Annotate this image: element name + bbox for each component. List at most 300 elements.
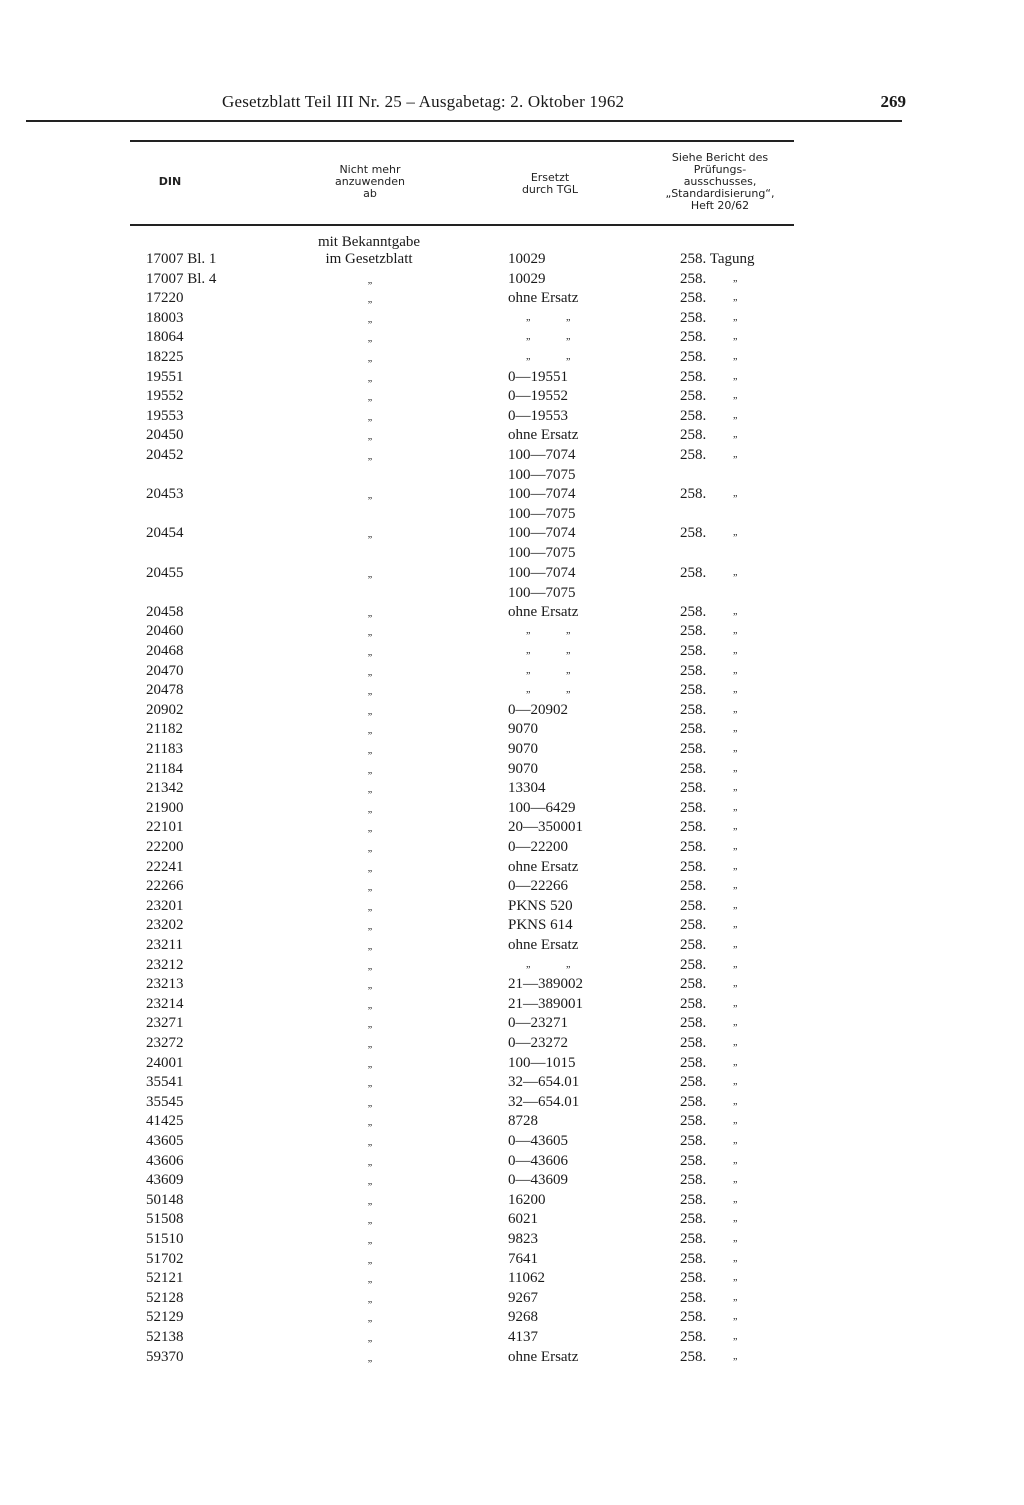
tgl-ditto: „ [566, 331, 571, 343]
tgl-value: 9268 [508, 1309, 538, 1326]
bericht-tagung: 258. [680, 1152, 707, 1169]
running-header [222, 91, 906, 115]
table-row [0, 859, 1024, 879]
tgl-value: ohne Ersatz [508, 427, 579, 444]
tgl-value: 20—350001 [508, 819, 583, 836]
din-number: 21183 [146, 741, 183, 757]
bericht-ditto: „ [733, 978, 738, 990]
first-ab-line1: mit Bekanntgabe [317, 234, 421, 250]
tgl-value: 32—654.01 [508, 1074, 580, 1091]
bericht-ditto: „ [733, 880, 738, 892]
tgl-value: 0—22266 [508, 878, 568, 895]
bericht-ditto: „ [733, 429, 738, 441]
ab-ditto: „ [367, 607, 373, 619]
bericht-ditto: „ [733, 1233, 738, 1244]
bericht-tagung: 258. [680, 309, 707, 326]
bericht-tagung: 258. [680, 623, 707, 640]
din-number: 17220 [146, 290, 184, 307]
tgl-ditto: „ [566, 958, 571, 970]
tgl-value: 0—23271 [508, 1015, 568, 1032]
bericht-ditto: „ [733, 409, 738, 421]
din-number: 22241 [146, 858, 184, 875]
bericht-tagung: 258. [680, 662, 707, 679]
table-row [0, 682, 1024, 702]
header-title: Gesetzblatt Teil III Nr. 25 – Ausgabetag: 2. Oktober 1962 [222, 92, 625, 111]
tgl-value: 9070 [508, 721, 538, 738]
bericht-tagung: 258. [680, 995, 707, 1012]
din-number: 20452 [146, 447, 184, 463]
tgl-value: 13304 [508, 780, 546, 797]
bericht-tagung: 258. [680, 349, 707, 365]
tgl-value: 4137 [508, 1329, 538, 1345]
tgl-ditto: „ [526, 664, 531, 676]
din-number: 23214 [146, 995, 184, 1012]
ab-ditto: „ [367, 372, 373, 384]
din-number: 21182 [146, 721, 183, 738]
table-row [0, 1349, 1024, 1369]
din-number: 43606 [146, 1152, 184, 1169]
tgl-value: 8728 [508, 1113, 538, 1130]
table-row [0, 1270, 1024, 1290]
bericht-tagung: 258. [680, 1015, 707, 1032]
ab-ditto: „ [367, 1058, 373, 1070]
table-row [0, 1192, 1024, 1212]
din-number: 23202 [146, 917, 184, 934]
table-row [0, 604, 1024, 624]
ab-ditto: „ [367, 901, 373, 913]
tgl-value: 16200 [508, 1191, 546, 1208]
bericht-tagung: 258. [680, 407, 707, 424]
col-header-ersetzt [480, 172, 620, 196]
bericht-ditto: „ [733, 1135, 738, 1146]
ab-ditto: „ [367, 1293, 373, 1305]
bericht-ditto: „ [733, 1272, 738, 1284]
table-row [0, 1211, 1024, 1231]
ab-ditto: „ [367, 1176, 373, 1188]
bericht-ditto: „ [733, 997, 738, 1009]
ab-ditto: „ [367, 1254, 373, 1266]
ab-ditto: „ [367, 451, 373, 462]
din-number: 20455 [146, 564, 184, 581]
bericht-tagung: 258. [680, 819, 707, 836]
tgl-value: 100—6429 [508, 799, 576, 816]
din-number: 21342 [146, 780, 184, 797]
table-top-rule [130, 140, 794, 142]
bericht-ditto: „ [733, 625, 738, 637]
bericht-tagung: 258. [680, 1093, 707, 1110]
din-number: 20468 [146, 643, 184, 659]
ab-ditto: „ [367, 353, 373, 364]
din-number: 20458 [146, 603, 184, 620]
tgl-value: ohne Ersatz [508, 858, 579, 875]
table-header-rule [130, 224, 794, 226]
table-row [0, 761, 1024, 781]
bericht-tagung: 258. [680, 388, 707, 405]
bericht-tagung: 258. [680, 564, 707, 581]
bericht-tagung: 258. [680, 603, 707, 620]
header-rule [26, 120, 902, 122]
bericht-tagung: 258. [680, 486, 707, 503]
col-header-bericht-line1: Siehe Bericht des [671, 151, 769, 164]
tgl-value: 0—20902 [508, 701, 568, 718]
bericht-tagung: 258. [680, 839, 707, 855]
din-number: 23212 [146, 956, 184, 973]
table-row [0, 839, 1024, 859]
bericht-tagung: 258. [680, 1074, 707, 1091]
bericht-ditto: „ [733, 860, 738, 872]
bericht-tagung: 258. [680, 937, 707, 953]
tgl-value: 21—389001 [508, 995, 583, 1012]
tgl-value: 11062 [508, 1270, 545, 1287]
col-header-nicht-mehr-line3: ab [363, 187, 377, 200]
din-number: 22266 [146, 878, 184, 895]
bericht-ditto: „ [733, 684, 738, 696]
din-number: 23201 [146, 897, 184, 914]
tgl-ditto: „ [526, 684, 531, 696]
din-number: 18003 [146, 309, 184, 326]
din-number: 24001 [146, 1054, 184, 1071]
table-row [0, 623, 1024, 643]
tgl-value: 100—7074 [508, 447, 576, 463]
bericht-tagung: 258. [680, 799, 707, 816]
tgl-value: 9070 [508, 760, 538, 777]
ab-ditto: „ [367, 745, 373, 756]
ab-ditto: „ [367, 764, 373, 776]
din-number: 17007 Bl. 1 [146, 251, 217, 267]
ab-ditto: „ [367, 1097, 373, 1109]
bericht-tagung: 258. [680, 643, 707, 659]
tgl-value: 0—43605 [508, 1133, 568, 1149]
bericht-ditto: „ [733, 821, 738, 833]
din-number: 17007 Bl. 4 [146, 270, 217, 287]
table-row [0, 290, 1024, 310]
tgl-ditto: „ [566, 645, 571, 656]
bericht-ditto: „ [733, 1213, 738, 1225]
ab-ditto: „ [367, 1274, 373, 1286]
table-row [0, 780, 1024, 800]
din-number: 21184 [146, 760, 183, 777]
col-header-bericht-line5: Heft 20/62 [690, 199, 750, 212]
bericht-tagung: 258. [680, 917, 707, 934]
din-number: 20454 [146, 525, 184, 542]
bericht-tagung: 258. [680, 780, 707, 797]
bericht-ditto: „ [733, 390, 738, 402]
din-number: 51508 [146, 1211, 184, 1228]
ab-ditto: „ [367, 490, 373, 502]
tgl-value: 0—43606 [508, 1152, 568, 1169]
table-row [0, 898, 1024, 918]
ab-ditto: „ [367, 705, 373, 717]
din-number: 50148 [146, 1191, 184, 1208]
bericht-ditto: „ [733, 272, 738, 284]
bericht-ditto: „ [733, 762, 738, 774]
ab-ditto: „ [367, 1215, 373, 1227]
bericht-tagung: 258. [680, 427, 707, 444]
bericht-ditto: „ [733, 605, 738, 617]
bericht-ditto: „ [733, 1311, 738, 1323]
tgl-value: 7641 [508, 1250, 538, 1267]
bericht-ditto: „ [733, 1350, 738, 1362]
tgl-ditto: „ [566, 625, 571, 637]
din-number: 51510 [146, 1231, 184, 1247]
bericht-ditto: „ [733, 566, 738, 578]
din-number: 21900 [146, 799, 184, 816]
table-row [0, 1133, 1024, 1153]
table-row [0, 663, 1024, 683]
din-number: 22200 [146, 839, 184, 855]
ab-ditto: „ [367, 1019, 373, 1031]
tgl-ditto: „ [566, 311, 571, 323]
tgl-value: 10029 [508, 270, 546, 287]
ab-ditto: „ [367, 725, 373, 737]
table-row [0, 1094, 1024, 1114]
ab-ditto: „ [367, 627, 373, 639]
bericht-tagung: 258. [680, 1133, 707, 1149]
tgl-ditto: „ [566, 351, 571, 362]
table-row [0, 741, 1024, 761]
bericht-tagung: 258. [680, 368, 707, 385]
ab-ditto: „ [367, 823, 373, 835]
tgl-value: 32—654.01 [508, 1093, 580, 1110]
table-row [0, 349, 1024, 369]
tgl-value: 6021 [508, 1211, 538, 1228]
din-number: 18225 [146, 349, 184, 365]
table-row [0, 369, 1024, 389]
din-number: 52138 [146, 1329, 184, 1345]
tgl-value: 10029 [508, 251, 546, 267]
bericht-ditto: „ [733, 1291, 738, 1303]
tgl-ditto: „ [526, 351, 531, 362]
din-number: 20902 [146, 701, 184, 718]
din-number: 41425 [146, 1113, 184, 1130]
bericht-ditto: „ [733, 899, 738, 911]
col-header-nicht-mehr-line2: anzuwenden [335, 175, 405, 188]
ab-ditto: „ [367, 568, 373, 580]
tgl-value: ohne Ersatz [508, 937, 579, 953]
bericht-ditto: „ [733, 351, 738, 362]
bericht-tagung: 258. [680, 1329, 707, 1345]
tgl-ditto: „ [526, 331, 531, 343]
ab-ditto: „ [367, 294, 373, 306]
table-row [0, 310, 1024, 330]
tgl-value: PKNS 614 [508, 917, 573, 934]
col-header-bericht-line2: Prüfungs- [693, 163, 747, 176]
din-number: 43609 [146, 1172, 184, 1189]
tgl-ditto: „ [526, 958, 531, 970]
bericht-tagung: 258. [680, 447, 707, 463]
ab-ditto: „ [367, 411, 373, 423]
table-row [0, 1290, 1024, 1310]
bericht-tagung: 258. [680, 897, 707, 914]
table-row [0, 1153, 1024, 1173]
ab-ditto: „ [367, 1333, 373, 1344]
bericht-ditto: „ [733, 1331, 738, 1342]
table-row [0, 819, 1024, 839]
table-row [0, 878, 1024, 898]
table-row [0, 251, 1024, 271]
col-header-din: DIN [158, 175, 182, 188]
table-row [0, 388, 1024, 408]
bericht-tagung: 258. [680, 682, 707, 699]
bericht-tagung: 258. Tagung [680, 251, 755, 267]
table-row [0, 643, 1024, 663]
bericht-tagung: 258. [680, 741, 707, 757]
bericht-ditto: „ [733, 645, 738, 656]
tgl-ditto: „ [526, 625, 531, 637]
ab-ditto: „ [367, 333, 373, 345]
ab-ditto: „ [367, 941, 373, 952]
bericht-tagung: 258. [680, 858, 707, 875]
bericht-tagung: 258. [680, 290, 707, 307]
din-number: 20470 [146, 662, 184, 679]
ab-ditto: „ [367, 1352, 373, 1364]
bericht-ditto: „ [733, 664, 738, 676]
din-number: 35545 [146, 1093, 184, 1110]
col-header-nicht-mehr [300, 164, 440, 200]
din-number: 19551 [146, 368, 184, 385]
din-number: 52129 [146, 1309, 184, 1326]
ab-ditto: „ [367, 1078, 373, 1090]
ab-ditto: „ [367, 1117, 373, 1129]
ab-ditto: „ [367, 784, 373, 796]
din-number: 20478 [146, 682, 184, 699]
bericht-tagung: 258. [680, 1250, 707, 1267]
tgl-value: 9267 [508, 1289, 538, 1306]
bericht-ditto: „ [733, 1193, 738, 1205]
bericht-ditto: „ [733, 292, 738, 304]
table-row [0, 800, 1024, 820]
bericht-ditto: „ [733, 1154, 738, 1166]
tgl-value: PKNS 520 [508, 897, 573, 914]
bericht-ditto: „ [733, 782, 738, 794]
table-row [0, 721, 1024, 741]
col-header-bericht-line3: ausschusses, [683, 175, 757, 188]
bericht-ditto: „ [733, 311, 738, 323]
ab-ditto: „ [367, 313, 373, 325]
bericht-tagung: 258. [680, 1270, 707, 1287]
tgl-value-secondary: 100—7075 [508, 584, 576, 601]
bericht-tagung: 258. [680, 1054, 707, 1071]
tgl-value: 0—19551 [508, 368, 568, 385]
tgl-value: ohne Ersatz [508, 1348, 579, 1365]
page-number: 269 [880, 92, 906, 111]
tgl-value: 100—7074 [508, 564, 576, 581]
table-row [0, 976, 1024, 996]
tgl-value-secondary: 100—7075 [508, 506, 576, 523]
ab-ditto: „ [367, 431, 373, 443]
tgl-ditto: „ [526, 645, 531, 656]
tgl-value: ohne Ersatz [508, 290, 579, 307]
bericht-ditto: „ [733, 1037, 738, 1048]
bericht-ditto: „ [733, 1174, 738, 1186]
bericht-ditto: „ [733, 1017, 738, 1029]
tgl-ditto: „ [526, 311, 531, 323]
din-number: 20460 [146, 623, 184, 640]
col-header-nicht-mehr-line1: Nicht mehr [339, 163, 401, 176]
table-row [0, 486, 1024, 523]
bericht-ditto: „ [733, 743, 738, 754]
ab-ditto: „ [367, 666, 373, 678]
tgl-value-secondary: 100—7075 [508, 545, 576, 562]
bericht-tagung: 258. [680, 1113, 707, 1130]
table-row [0, 1231, 1024, 1251]
bericht-tagung: 258. [680, 1348, 707, 1365]
table-row [0, 329, 1024, 349]
ab-ditto: „ [367, 1195, 373, 1207]
ab-ditto: „ [367, 862, 373, 874]
tgl-value: 0—19553 [508, 407, 568, 424]
din-number: 52128 [146, 1289, 184, 1306]
tgl-value: 100—7074 [508, 525, 576, 542]
din-number: 51702 [146, 1250, 184, 1267]
din-number: 20450 [146, 427, 184, 444]
bericht-tagung: 258. [680, 878, 707, 895]
tgl-value: 0—22200 [508, 839, 568, 855]
tgl-value: 0—19552 [508, 388, 568, 405]
ab-ditto: „ [367, 274, 373, 286]
bericht-tagung: 258. [680, 1172, 707, 1189]
bericht-tagung: 258. [680, 721, 707, 738]
ab-ditto: „ [367, 1156, 373, 1168]
bericht-tagung: 258. [680, 1035, 707, 1051]
ab-ditto: „ [367, 1039, 373, 1050]
bericht-ditto: „ [733, 1115, 738, 1127]
table-row [0, 408, 1024, 428]
tgl-value: 21—389002 [508, 976, 583, 993]
bericht-ditto: „ [733, 703, 738, 715]
ab-ditto: „ [367, 647, 373, 658]
din-number: 20453 [146, 486, 184, 503]
din-number: 35541 [146, 1074, 184, 1091]
bericht-ditto: „ [733, 331, 738, 343]
table-row [0, 1015, 1024, 1035]
bericht-ditto: „ [733, 1095, 738, 1107]
bericht-tagung: 258. [680, 956, 707, 973]
bericht-tagung: 258. [680, 329, 707, 346]
bericht-ditto: „ [733, 919, 738, 931]
table-row [0, 564, 1024, 601]
table-row [0, 1074, 1024, 1094]
bericht-tagung: 258. [680, 1211, 707, 1228]
ab-ditto: „ [367, 960, 373, 972]
bericht-ditto: „ [733, 1252, 738, 1264]
bericht-ditto: „ [733, 370, 738, 382]
table-row [0, 447, 1024, 483]
table-row [0, 702, 1024, 722]
bericht-ditto: „ [733, 1056, 738, 1068]
ab-ditto: „ [367, 392, 373, 404]
bericht-tagung: 258. [680, 1289, 707, 1306]
ab-ditto: „ [367, 803, 373, 815]
first-ab-line2: im Gesetzblatt [325, 251, 413, 267]
tgl-ditto: „ [566, 684, 571, 696]
bericht-tagung: 258. [680, 760, 707, 777]
tgl-value: ohne Ersatz [508, 603, 579, 620]
col-header-ersetzt-line2: durch TGL [521, 183, 579, 196]
table-row [0, 1329, 1024, 1349]
bericht-tagung: 258. [680, 1231, 707, 1247]
col-header-ersetzt-line1: Ersetzt [530, 171, 570, 184]
col-header-bericht-line4: „Standardisierung“, [665, 187, 775, 200]
table-row [0, 1055, 1024, 1075]
din-number: 43605 [146, 1133, 184, 1149]
din-number: 23213 [146, 976, 184, 993]
ab-ditto: „ [367, 999, 373, 1011]
bericht-ditto: „ [733, 958, 738, 970]
din-number: 23211 [146, 937, 183, 953]
tgl-ditto: „ [566, 664, 571, 676]
din-number: 19552 [146, 388, 184, 405]
